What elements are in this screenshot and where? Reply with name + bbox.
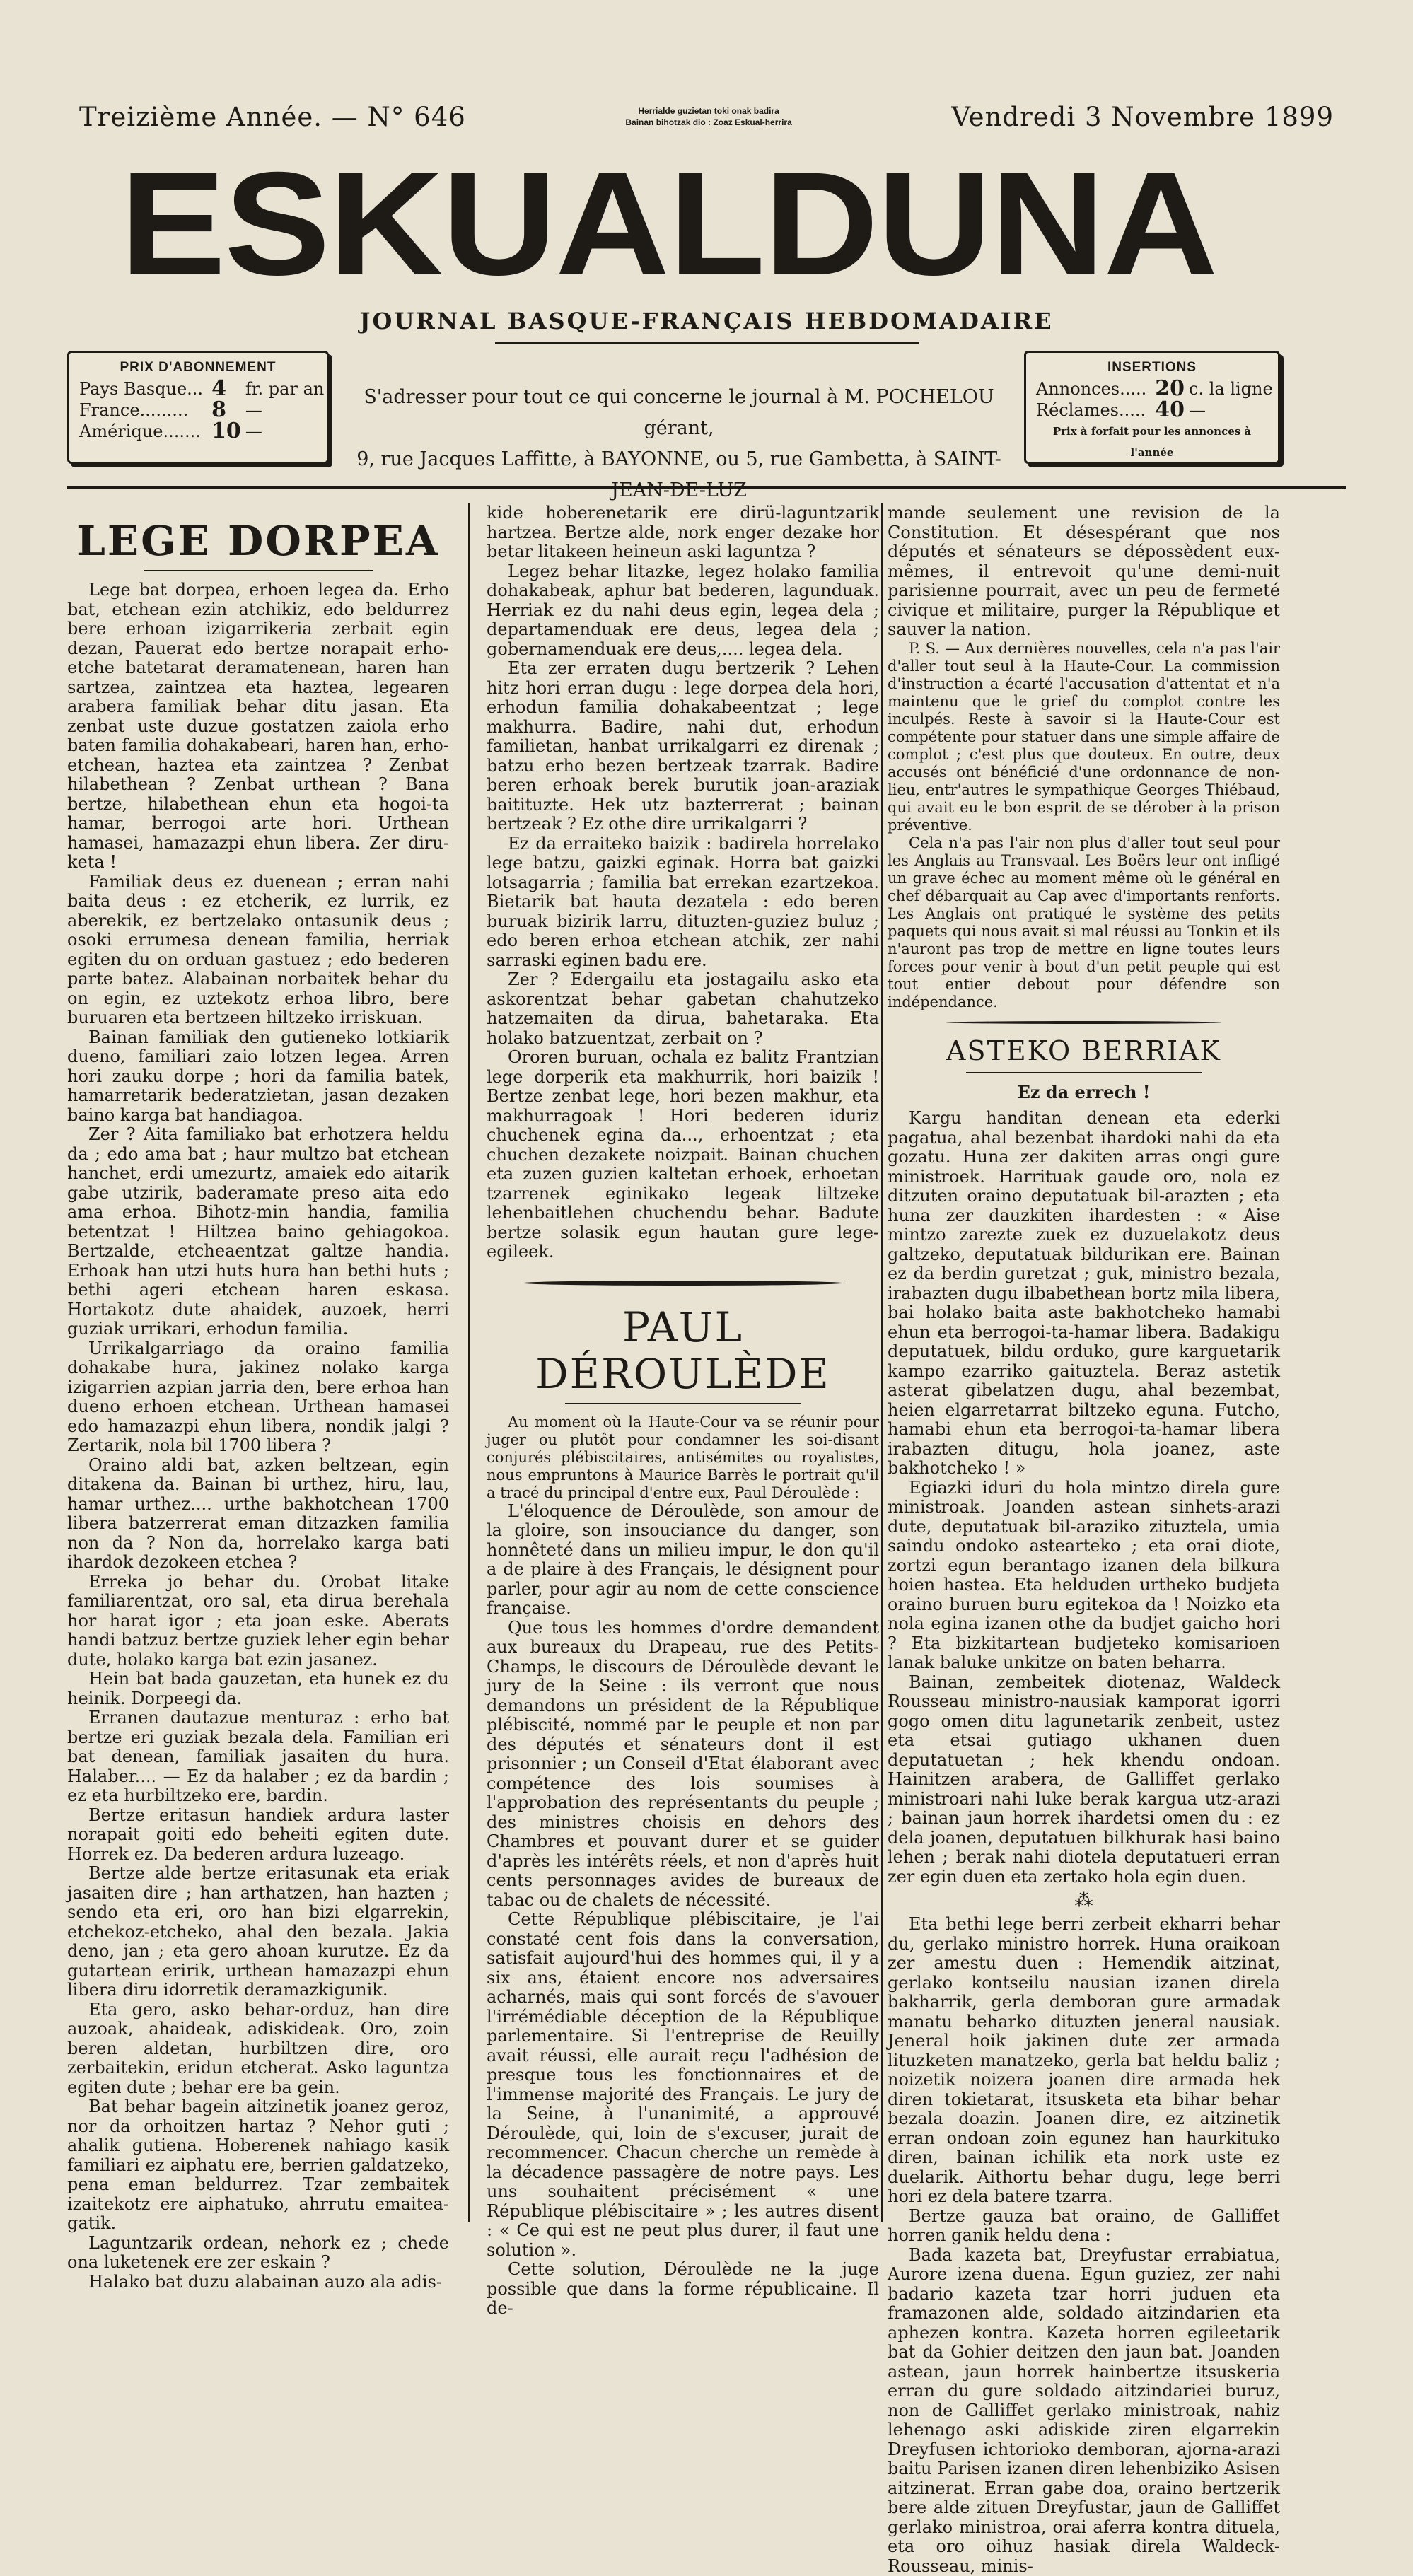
subtitle-rule [495, 342, 919, 344]
heading-rule [144, 570, 373, 571]
motto-line-2: Bainan bihotzak dio : Zoaz Eskual-herrira [625, 117, 791, 128]
insertions-unit: c. la ligne [1189, 378, 1277, 400]
paragraph: Bainan, zembeitek diotenaz, Waldeck Rousseau ministro-nausiak kamporat igorri gogo omen ditu lagunetarik zenbeit, ustez eta etsai gutiago ukhanen duen deputatuetan ; hek khendu ondoan. Hainitzen arabera, de Galliffet gerlako ministroari nahi luke berak kargua utz-arazi ; bainan jaun horrek ihardetsi omen du : ez dela joanen, deputatuen bilkhurak hasi baino lehen ; berak nahi diotela deputatueri erran zer egin duen eta zertako hola egin duen. [888, 1673, 1280, 1887]
insertions-unit: — [1189, 400, 1277, 421]
paragraph: Hein bat bada gauzetan, eta hunek ez du heinik. Dorpeegi da. [67, 1669, 449, 1708]
column-2 [487, 503, 879, 2222]
subscription-row [79, 378, 328, 400]
insertions-table [1036, 378, 1277, 421]
paragraph: Eta gero, asko behar-orduz, han dire auzoak, ahaideak, adiskideak. Oro, zoin beren aldetan, hurbiltzen dire, oro zerbaitekin, eridun etcherat. Asko laguntza egiten dute ; behar ere ba gein. [67, 2000, 449, 2098]
paragraph: Familiak deus ez duenean ; erran nahi baita deus : ez etcherik, ez lurrik, ez aberekik, ez bertzelako ontasunik deus ; osoki errumesa denean familia, herriak egiten du on orduan gastuez ; edo bederen parte batez. Alabainan norbaitek behar du on egin, ez uztekotz erhoa libro, bere buruaren eta bertzeen hiltzeko irriskuan. [67, 873, 449, 1028]
paragraph: Bat behar bagein aitzinetik joanez geroz, nor da orhoitzen hartaz ? Nehor guti ; ahalik gutiena. Hoberenek nahiago kasik familiari ez aiphatu ere, berrien galdatzeko, pena eman beldurrez. Tzar zembaitek izaitekotz ere aiphatuko, ahrrutu emaitea-gatik. [67, 2097, 449, 2234]
paragraph: Bertze eritasun handiek ardura laster norapait goiti edo beheiti egiten dute. Horrek ez. Da bederen ardura luzeago. [67, 1806, 449, 1865]
subscription-title: PRIX D'ABONNEMENT [79, 357, 317, 378]
header-rule [67, 486, 1346, 489]
article-heading-lege-dorpea: LEGE DORPEA [67, 518, 449, 564]
header-topline [79, 99, 1334, 134]
insertions-price: 20 [1151, 378, 1189, 400]
paragraph: Egiazki iduri du hola mintzo direla gure ministroak. Joanden astean sinhets-arazi dute, deputatuak bil-araziko zituztela, umia saindu ondoko astearteko ; eta orai diote, zortzi egun berantago izanen dela bilkura hoien hastea. Eta helduden urtheko budjeta oraino buruen buru egitekoa da ! Noizko eta nola egina izanen othe da budjet gaicho hori ? Eta bizkitartean budjeteko komisarioen lanak baluke unkitze on baten beharra. [888, 1479, 1280, 1673]
column-divider [881, 503, 883, 2222]
paragraph: Erranen dautazue menturaz : erho bat bertze eri guziak bezala dela. Familian eri bat denean, familiak jasaiten du hura. Halaber.... — Ez da halaber ; ez da bardin ; ez eta hurbiltzeko ere, bardin. [67, 1708, 449, 1806]
insertions-box [1024, 351, 1280, 464]
paragraph: Legez behar litazke, legez holako familia dohakabeak, aphur bat bederen, lagunduak. Herriak ez du nahi deus egin, legea dela ; departamenduak ere deus, legea dela ; gobernamenduak ere deus,.... legea dela. [487, 562, 879, 660]
subscription-place: Pays Basque... [79, 378, 207, 400]
subscription-row [79, 400, 328, 421]
paragraph: L'éloquence de Déroulède, son amour de la gloire, son insouciance du danger, son honnêteté dans un milieu impur, le don qu'il a de plaire à des Français, le désignent pour parler, pour agir au nom de cette conscience française. [487, 1502, 879, 1619]
paragraph: Bainan familiak den gutieneko lotkiarik dueno, familiari zaio lotzen legea. Arren hori zauku dorpe ; hori da familia batek, hamarretarik bederatzietan, jasan dezaken baino karga bat handiagoa. [67, 1028, 449, 1126]
paragraph: Ororen buruan, ochala ez balitz Frantzian lege dorperik eta makhurrik, hori baizik ! Bertze zenbat lege, hori bezen makhur, eta makhurragoak ! Hori bederen iduriz chuchenek egina da..., erhoentzat ; eta chuchen dezakete noizpait. Bainan chuchen eta zuzen guzien kaltetan erhoek, erhoetan tzarrenek eginikako legeak liltzeke lehenbaitlehen chuchendu behar. Badute bertze solasik egun hautan gure lege-egileek. [487, 1048, 879, 1262]
section-rule [946, 1021, 1221, 1024]
paragraph: Cette solution, Déroulède ne la juge possible que dans la forme républicaine. Il de- [487, 2260, 879, 2319]
paragraph: Eta bethi lege berri zerbeit ekharri behar du, gerlako ministro horrek. Huna oraikoan zer amestu duen : Hemendik aitzinat, gerlako kontseilu nausian izanen direla bakharrik, gerla demboran gure armadak manatu beharko dituzten jeneral nausiak. Jeneral hoik jakinen dute zer armada lituzketen manatzeko, gerla bat heldu baliz ; noizetik noizera joanen dire armada hek diren tokietarat, itsusketa eta bihar behar bezala doazin. Joanen dire, ez aitzinetik erran ondoan zoin egunez han haurkituko diren, bainan ichilik eta nork uste ez duelarik. Aithortu behar dugu, lege berri hori ez dela batere tzarra. [888, 1915, 1280, 2207]
subscription-unit: — [245, 400, 329, 421]
issue-date: Vendredi 3 Novembre 1899 [951, 102, 1334, 132]
subscription-place: France......... [79, 400, 207, 421]
paragraph: Laguntzarik ordean, nehork ez ; chede ona luketenek ere zer eskain ? [67, 2234, 449, 2273]
address-line-2: 9, rue Jacques Laffitte, à BAYONNE, ou 5, rue Gambetta, à SAINT-JEAN-DE-LUZ [339, 444, 1018, 506]
paragraph: Erreka jo behar du. Orobat litake familiarentzat, oro sal, eta dirua berehala hor harat igor ; eta joan eske. Aberats handi batzuz bertze guziek leher egin behar dute, holako karga bat ezin jasanez. [67, 1573, 449, 1670]
paragraph: Cette République plébiscitaire, je l'ai constaté cent fois dans la conversation, satisfait aujourd'hui des hommes qui, il y a six ans, étaient encore nos adversaires acharnés, mais qui sont forcés de s'avouer l'irrémédiable déception de la République parlementaire. Si l'entreprise de Reuilly avait réussi, elle aurait reçu l'adhésion de presque tous les fonctionnaires et de l'immense majorité des Français. Le jury de la Seine, à l'unanimité, a approuvé Déroulède, qui, loin de s'excuser, jurait de recommencer. Chacun cherche un remède à la décadence passagère de notre pays. Les uns souhaitent précisément « une République plébiscitaire » ; les autres disent : « Ce qui est ne peut plus durer, il faut une solution ». [487, 1910, 879, 2260]
masthead-title: ESKUALDUNA [161, 148, 1176, 301]
paragraph: kide hoberenetarik ere dirü-laguntzarik hartzea. Bertze alde, nork enger dezake hor betar litakeen heineun aski laguntza ? [487, 503, 879, 562]
heading-rule [966, 1072, 1202, 1073]
insertions-row [1036, 378, 1277, 400]
insertions-note: Prix à forfait pour les annonces à l'année [1036, 421, 1268, 463]
subscription-unit: fr. par an [245, 378, 329, 400]
insertions-label: Réclames..... [1036, 400, 1151, 421]
postscript: P. S. — Aux dernières nouvelles, cela n'a pas l'air d'aller tout seul à la Haute-Cour. La commission d'instruction a écarté l'accusation d'attentat et n'a maintenu que le grief du complot contre les inculpés. Reste à savoir si la Haute-Cour est compétente pour statuer dans une simple affaire de complot ; c'est plus que douteux. En outre, deux accusés ont bénéficié d'une ordonnance de non-lieu, entr'autres le sympathique Georges Thiébaud, qui avait eu le bon esprit de se dérober à la prison préventive. [888, 640, 1280, 834]
subscription-table [79, 378, 328, 442]
address-line-1: S'adresser pour tout ce qui concerne le journal à M. POCHELOU gérant, [339, 382, 1018, 444]
paragraph: Eta zer erraten dugu bertzerik ? Lehen hitz hori erran dugu : lege dorpea dela hori, erhodun familia dohakabeentzat ; lege makhurra. Badire, nahi dut, erhodun familietan, hanbat urrikalgarri ez direnak ; batzu erho bezen bertzeak tzarrak. Badire beren erhoak berek burutik joan-araziak baitituzte. Hek utz bazterrerat ; bainan bertzeak ? Ez othe dire urrikalgarri ? [487, 659, 879, 834]
insertions-title: INSERTIONS [1036, 357, 1268, 378]
subscription-box [67, 351, 329, 464]
insertions-price: 40 [1151, 400, 1189, 421]
subscription-row [79, 421, 328, 442]
subscription-price: 10 [207, 421, 245, 442]
postscript: Cela n'a pas l'air non plus d'aller tout seul pour les Anglais au Transvaal. Les Boërs leur ont infligé un grave échec au moment même où le général en chef débarquait au Cap avec d'importants renforts. Les Anglais ont pratiqué le système des petits paquets qui nous avait si mal réussi au Tonkin et ils n'auront pas trop de mettre en ligne toutes leurs forces pour venir à bout d'un petit peuple qui est tout entier debout pour défendre son indépendance. [888, 834, 1280, 1011]
paragraph: Que tous les hommes d'ordre demandent aux bureaux du Drapeau, rue des Petits-Champs, le discours de Déroulède devant le jury de la Seine : ils verront que nous demandons un président de la République plébiscité, nommé par le peuple et non par des députés et sénateurs dont il est prisonnier ; un Conseil d'Etat élaborant avec compétence des lois soumises à l'approbation des représentants du peuple ; des ministres choisis en dehors des Chambres et pouvant durer et se guider d'après les intérêts réels, et non d'après huit cents personnages avides de bureaux de tabac ou de chalets de nécessité. [487, 1619, 879, 1911]
subscription-price: 8 [207, 400, 245, 421]
paragraph: Kargu handitan denean eta ederki pagatua, ahal bezenbat ihardoki nahi da eta gozatu. Huna zer dakiten arras ongi gure ministroek. Harrituak gaude oro, nola ez ditzuten oraino deputatuak bil-arazten ; eta huna zer dauzkiten ihardesten : « Aise mintzo zarezte zuek ez duzuelakotz deus galtzeko, deputatuak bildurikan ere. Bainan ez da berdin guretzat ; guk, ministro bezala, irabazten dugu ilbabethean bortz mila libera, bai holako baita aste bakhotcheko hamabi ehun eta berrogoi-ta-hamar libera. Badakigu deputatuek, bildu orduko, gure karguetarik kampo ezarriko gaituztela. Beraz astetik asterat gibelatzen dugu, ahal bezembat, heien elgarretarrat biltzeko eguna. Futcho, hamabi ehun eta berrogoi-ta-hamar libera irabazten ditugu, hola joanez, aste bakhotcheko ! » [888, 1109, 1280, 1479]
article-subheading: Ez da errech ! [888, 1083, 1280, 1102]
paragraph: Lege bat dorpea, erhoen legea da. Erho bat, etchean ezin atchikiz, edo beldurrez bere erhoan izigarrikeria zerbait egin dezan, Pauerat edo bertze norapait erho-etche batetarat deramatenean, haren han sartzea, zaintzea eta haztea, legearen arabera familiak behar ditu jasan. Eta zenbat uste duzue gostatzen zaiola erho baten familia dohakabeari, haren han, erho-etchean, haztea eta zaintzea ? Zenbat hilabethean ? Zenbat urthean ? Bana bertze, hilabethean ehun eta hogoi-ta hamar, berrogoi arte hori. Urthean hamasei, hamazazpi ehun libera. Zer diru-keta ! [67, 581, 449, 873]
heading-rule [565, 1403, 801, 1404]
paragraph: Ez da erraiteko baizik : badirela horrelako lege batzu, gaizki eginak. Horra bat gaizki lotsagarria ; familia bat errekan ezartzekoa. Bietarik bat hauta dezatela : edo beren buruak bizirik larru, dituzten-guziez buluz ; edo beren erhoa etchean atchik, zer nahi sarraski eginen badu ere. [487, 834, 879, 971]
paragraph: Zer ? Aita familiako bat erhotzera heldu da ; edo ama bat ; haur multzo bat etchean hanchet, erdi umezurtz, amaiek edo aitarik gabe utzirik, baderamate preso aita edo ama erhoa. Bihotz-min handia, familia betentzat ! Hiltzea baino gehiagokoa. Bertzalde, etcheaentzat galtze handia. Erhoak han utzi huts hura han bethi huts ; bethi ageri etchean haren eskasa. Hortakotz dute ahaidek, auzoek, herri guziak urrikari, erhodun familia. [67, 1125, 449, 1339]
paragraph: Bertze alde bertze eritasunak eta eriak jasaiten dire ; han arthatzen, han hazten ; sendo eta eri, oro han bizi elgarrekin, etchekoz-etcheko, ahal den bezala. Jakia deno, jan ; eta gero ahoan kurutze. Ez da gutartean eririk, urthean hamazazpi ehun libera diru idorretik deramazkigunik. [67, 1864, 449, 2000]
column-1 [67, 503, 449, 2222]
paragraph: mande seulement une revision de la Constitution. Et désespérant que nos députés et sénateurs se dépossèdent eux-mêmes, il entrevoit qu'une demi-nuit parisienne pourrait, avec un peu de fermeté civique et militaire, purger la République et sauver la nation. [888, 503, 1280, 640]
asterism: ⁂ [888, 1887, 1280, 1915]
subscription-place: Amérique....... [79, 421, 207, 442]
paragraph: Oraino aldi bat, azken beltzean, egin ditakena da. Bainan bi urthez, hiru, lau, hamar urthez.... urthe bakhotchean 1700 libera batzerrerat eman ditzazken familia non da ? Non da, horrelako karga bati ihardok dezokeen etchea ? [67, 1456, 449, 1573]
insertions-label: Annonces..... [1036, 378, 1151, 400]
masthead-subtitle: JOURNAL BASQUE-FRANÇAIS HEBDOMADAIRE [0, 308, 1413, 334]
article-heading-paul-deroulede: PAUL DÉROULÈDE [487, 1304, 879, 1397]
lead-paragraph: Au moment où la Haute-Cour va se réunir pour juger ou plutôt pour condamner les soi-disant conjurés plébiscitaires, antisémites ou royalistes, nous empruntons à Maurice Barrès le portrait qu'il a tracé du principal d'entre eux, Paul Déroulède : [487, 1414, 879, 1502]
subscription-price: 4 [207, 378, 245, 400]
motto-line-1: Herrialde guzietan toki onak badira [625, 105, 791, 117]
column-3 [888, 503, 1280, 2222]
paragraph: Bada kazeta bat, Dreyfustar errabiatua, Aurore izena duena. Egun guziez, zer nahi badario kazeta tzar horri juduen eta framazonen alde, soldado aitzindarien eta aphezen kontra. Kazeta horren egileetarik bat da Gohier deitzen den jaun bat. Joanden astean, jaun horrek hainbertze itsuskeria erran du gure soldado aitzindariei buruz, non de Galliffet gerlako ministroak, nahiz lehenago aski adiskide ziren elgarrekin Dreyfusen ichtorioko demboran, ajorna-arazi baitu Parisen izanen diren lehenbiziko Asisen aitzinerat. Erran gabe doa, oraino bertzerik bere alde zituen Dreyfustar, jaun de Galliffet gerlako ministroa, orai aferra kontra dituela, eta oro oihuz hasiak direla Waldeck-Rousseau, minis- [888, 2246, 1280, 2576]
column-divider [468, 503, 470, 2222]
paragraph: Zer ? Edergailu eta jostagailu asko eta askorentzat behar gabetan chahutzeko hatzemaiten da dirua, bahetaraka. Eta holako batzuentzat, zerbait on ? [487, 970, 879, 1048]
paragraph: Urrikalgarriago da oraino familia dohakabe hura, jakinez nolako karga izigarrien azpian jarria den, bere erhoa han dueno erhoen etchean. Urthean hamasei edo hamazazpi ehun libera, nondik jalgi ? Zertarik, nola bil 1700 libera ? [67, 1339, 449, 1456]
paragraph: Bertze gauza bat oraino, de Galliffet horren ganik heldu dena : [888, 2207, 1280, 2246]
paragraph: Halako bat duzu alabainan auzo ala adis- [67, 2273, 449, 2292]
insertions-row [1036, 400, 1277, 421]
section-rule [522, 1281, 844, 1286]
motto [625, 105, 791, 128]
year-issue: Treizième Année. — N° 646 [79, 102, 466, 132]
subscription-unit: — [245, 421, 329, 442]
article-heading-asteko-berriak: ASTEKO BERRIAK [888, 1035, 1280, 1066]
